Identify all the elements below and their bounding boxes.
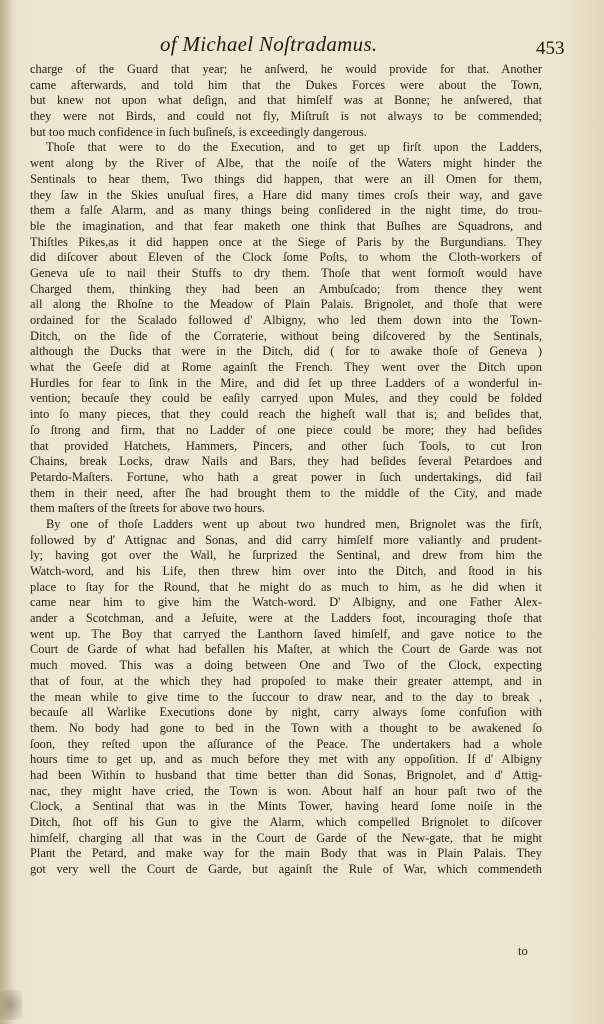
text-line: got very well the Court de Garde, but againſt the Rule of War, which commendeth bbox=[30, 862, 542, 877]
text-line: Ditch, ſhot off his Gun to give the Alarm, which compelled Brignolet to diſcover bbox=[30, 815, 542, 829]
text-line: the mean while to give time to the ſuccour to draw near, and to the day to break , bbox=[30, 689, 542, 704]
text-line: although the Ducks that were in the Ditch, did ( for to awake thoſe of Geneva ) bbox=[30, 344, 542, 359]
text-line: that provided Hatchets, Hammers, Pincers, and other ſuch Tools, to cut Iron bbox=[30, 438, 542, 453]
text-line: ander a Scotchman, and a Jeſuite, were at the Ladders foot, incouraging thoſe that bbox=[30, 611, 542, 626]
running-head: of Michael Noſtradamus. bbox=[160, 32, 378, 56]
text-line: all along the Rhoſne to the Meadow of Plain Palais. Brignolet, and thoſe that were bbox=[30, 297, 542, 312]
text-line: what the Geeſe did at Rome againſt the French. They went over the Ditch upon bbox=[30, 360, 542, 375]
text-line: ſoon, they reſted upon the aſſurance of the Peace. The undertakers had a whole bbox=[30, 736, 542, 751]
text-line: becauſe all Warlike Executions done by night, carry always ſome confuſion with bbox=[30, 705, 542, 720]
text-line: Thoſe that were to do the Execution, and to get up firſt upon the Ladders, bbox=[46, 140, 542, 155]
text-line: much moved. This was a doing between One and Two of the Clock, expecting bbox=[30, 658, 542, 673]
text-line: that of four, at the which they had propoſed to make their greater attempt, and in bbox=[30, 673, 542, 688]
text-line: vention; becauſe they could be eaſily carryed upon Mules, and they could be folded bbox=[30, 391, 542, 406]
text-line: ble the imagination, and that fear maketh one think that Buſhes are Squadrons, and bbox=[30, 218, 542, 233]
text-line: them. No body had gone to bed in the Town with a thought to be awakened ſo bbox=[30, 720, 542, 735]
text-line: but knew not upon what deſign, and that himſelf was at Bonne; he anſwered, that bbox=[30, 93, 542, 108]
text-line: Watch-word, and his Life, then threw him over into the Ditch, and ſtood in his bbox=[30, 564, 542, 578]
body-text bbox=[30, 62, 542, 878]
text-line: Petardo-Maſters. Fortune, who hath a great power in ſuch undertakings, did fail bbox=[30, 469, 542, 484]
text-line: Sentinals to hear them, Two things did happen, that were an ill Omen for them, bbox=[30, 171, 542, 186]
text-line: them a falſe Alarm, and as many things being conſidered in the night time, do trou- bbox=[30, 203, 542, 218]
text-line: came afterwards, and told him that the Dukes Forces were about the Town, bbox=[30, 77, 542, 92]
text-line: did diſcover about Eleven of the Clock ſome Poſts, to whom the Cloth-workers of bbox=[30, 250, 542, 265]
text-line: came near him to give him the Watch-word. D' Albigny, and one Father Alex- bbox=[30, 595, 542, 610]
text-line: into ſo many pieces, that they could reach the higheſt wall that is; and beſides that, bbox=[30, 407, 542, 422]
page-number: 453 bbox=[536, 38, 565, 59]
text-line: had been Within to husband that time better than did Sonas, Brignolet, and d' Attig- bbox=[30, 767, 542, 782]
text-line: charge of the Guard that year; he anſwerd, he would provide for that. Another bbox=[30, 62, 542, 76]
text-line: followed by d' Attignac and Sonas, and did carry himſelf more valiantly and prudent- bbox=[30, 532, 542, 547]
text-line: they were not Birds, and could not fly, Miſtruſt is not always to be commended; bbox=[30, 109, 542, 124]
text-line: Geneva uſe to nail their Stuffs to dry them. Thoſe that went formoſt would have bbox=[30, 265, 542, 280]
text-line: Charged them, thinking they had been an Ambuſcado; from thence they went bbox=[30, 281, 542, 296]
catchword: to bbox=[518, 944, 528, 958]
text-line: went up. The Boy that carryed the Lanthorn ſaved himſelf, and gave notice to the bbox=[30, 626, 542, 641]
text-line: Court de Garde of what had befallen his Maſter, at which the Court de Garde was not bbox=[30, 642, 542, 657]
text-line: hours time to get up, and as much before they met with any oppoſition. If d' Albigny bbox=[30, 752, 542, 767]
page-header bbox=[0, 30, 604, 64]
text-line: himſelf, charging all that was in the Court de Garde of the New-gate, that he might bbox=[30, 830, 542, 845]
text-line: Thiſtles Pikes,as it did happen once at the Siege of Paris by the Burgundians. They bbox=[30, 234, 542, 249]
gutter-shadow bbox=[0, 0, 14, 1024]
text-line: Ditch, on the ſide of the Corraterie, without being diſcovered by the Sentinals, bbox=[30, 328, 542, 343]
text-line: ly; having got over the Wall, he ſurprized the Sentinal, and drew from him the bbox=[30, 548, 542, 563]
text-line: them in their need, after ſhe had brought them to the middle of the City, and made bbox=[30, 485, 542, 500]
text-line: nac, they might have cried, the Town is won. About half an hour paſt two of the bbox=[30, 783, 542, 798]
text-line: Clock, a Sentinal that was in the Mints Tower, having heard ſome noiſe in the bbox=[30, 799, 542, 814]
text-line: them maſters of the ſtreets for above two hours. bbox=[30, 501, 266, 516]
text-line: they ſaw in the Skies unuſual fires, a Hare did many times croſs their way, and gave bbox=[30, 187, 542, 202]
text-line: ſo ſtrong and firm, that no Ladder of one piece could be more; they had beſides bbox=[30, 422, 542, 437]
ink-smudge bbox=[0, 990, 22, 1020]
text-line: ordained for the Scalado followed d' Albigny, who led them down into the Town- bbox=[30, 313, 542, 327]
text-line: place to ſtay for the Round, that he might do as much to him, as he did when it bbox=[30, 579, 542, 594]
text-line: but too much confidence in ſuch buſineſs, is exceedingly dangerous. bbox=[30, 124, 367, 139]
text-line: Chains, break Locks, draw Nails and Bars, they had beſides ſeveral Petardoes and bbox=[30, 454, 542, 469]
text-line: Plant the Petard, and make way for the main Body that was in Plain Palais. They bbox=[30, 846, 542, 861]
text-line: went along by the River of Albe, that the noiſe of the Waters might hinder the bbox=[30, 156, 542, 171]
text-line: Hurdles for fear to ſink in the Mire, and did ſet up three Ladders of a wonderful in- bbox=[30, 375, 542, 390]
text-line: By one of thoſe Ladders went up about two hundred men, Brignolet was the firſt, bbox=[46, 516, 542, 531]
